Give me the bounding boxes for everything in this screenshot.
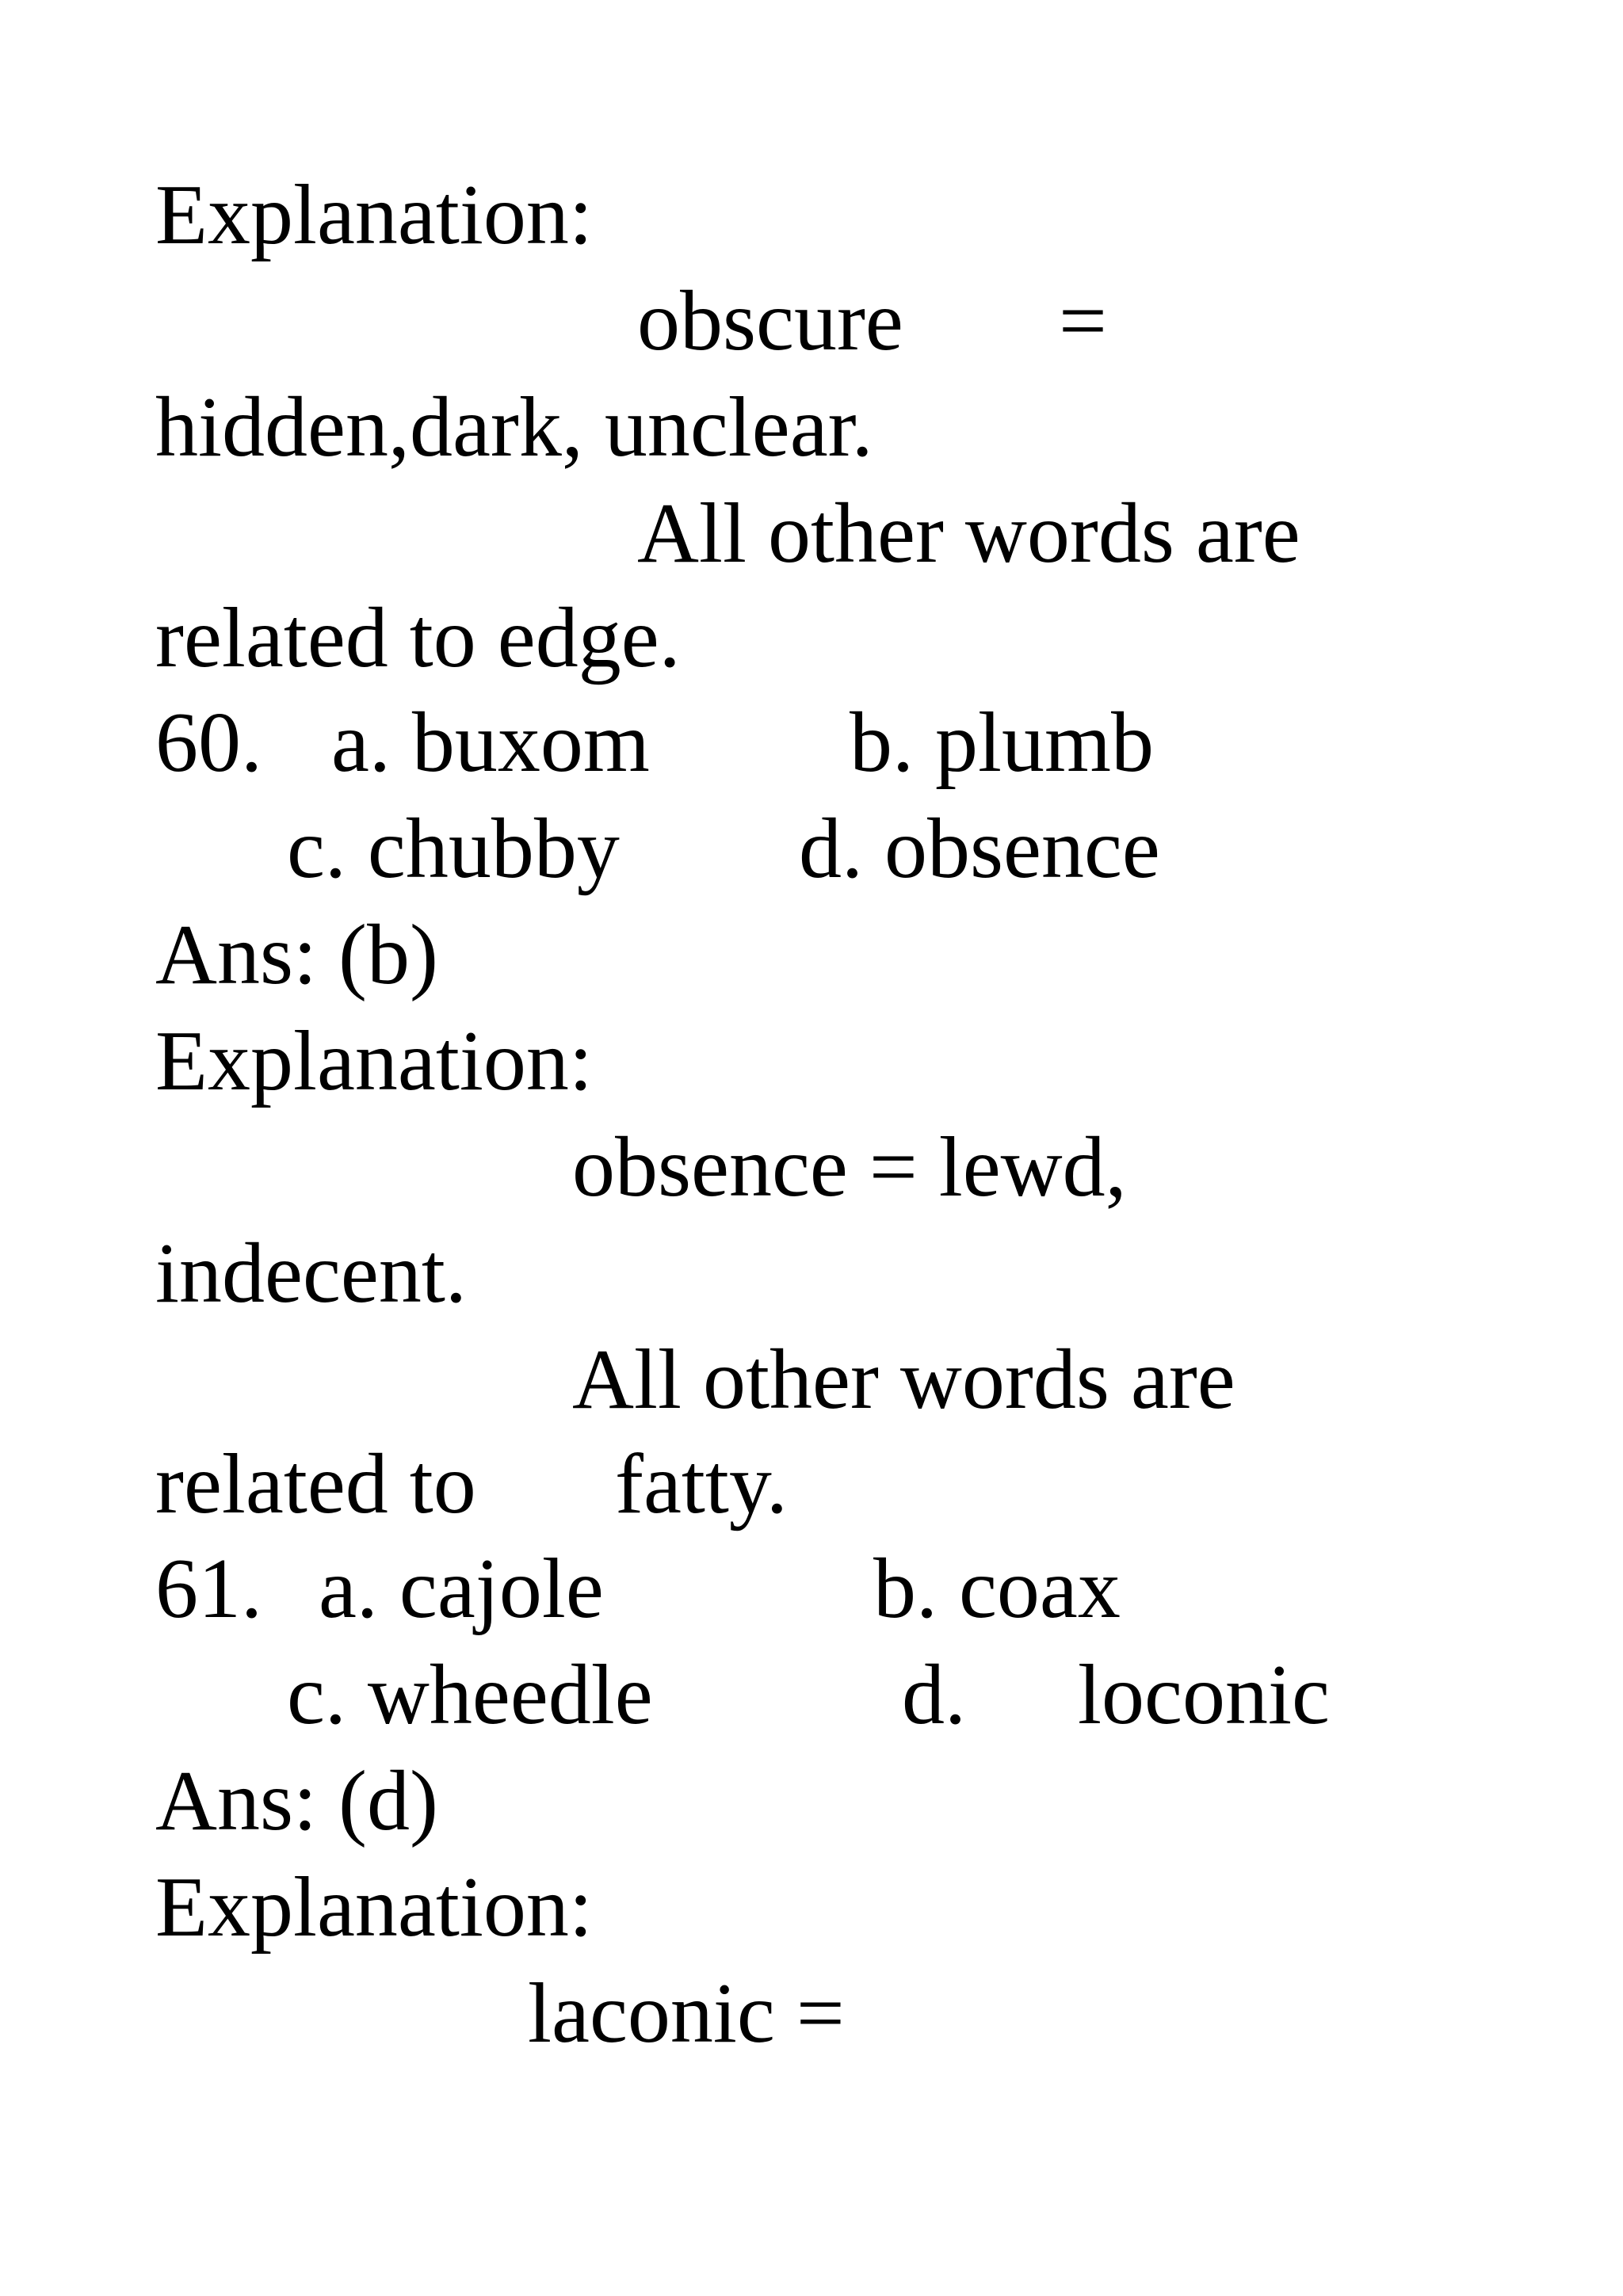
option-a: a. cajole [319, 1542, 604, 1636]
explanation-heading: Explanation: [155, 168, 593, 262]
definition-text: indecent. [155, 1226, 467, 1321]
definition-text: hidden,dark, unclear. [155, 380, 873, 475]
definition-term: obscure [637, 274, 903, 368]
explanation-heading: Explanation: [155, 1860, 593, 1955]
answer: Ans: (d) [155, 1754, 438, 1848]
option-b: b. plumb [850, 696, 1155, 790]
definition-term: laconic = [528, 1966, 845, 2061]
explanation-text: related to [155, 1437, 476, 1531]
explanation-text: All other words are [572, 1333, 1235, 1427]
option-b: b. coax [873, 1542, 1121, 1636]
explanation-text: related to edge. [155, 591, 681, 685]
answer: Ans: (b) [155, 908, 438, 1002]
question-number: 60. [155, 696, 262, 790]
explanation-text: fatty. [615, 1437, 788, 1531]
option-d: d. obsence [799, 802, 1160, 896]
definition-text: obsence = lewd, [572, 1120, 1127, 1215]
explanation-heading: Explanation: [155, 1014, 593, 1108]
option-c: c. wheedle [287, 1648, 653, 1742]
question-number: 61. [155, 1542, 262, 1636]
option-d: d. [902, 1648, 966, 1742]
option-d-text: loconic [1078, 1648, 1330, 1742]
option-c: c. chubby [287, 802, 620, 896]
explanation-text: All other words are [637, 486, 1300, 581]
option-a: a. buxom [331, 696, 650, 790]
equals-sign: = [1059, 274, 1107, 368]
